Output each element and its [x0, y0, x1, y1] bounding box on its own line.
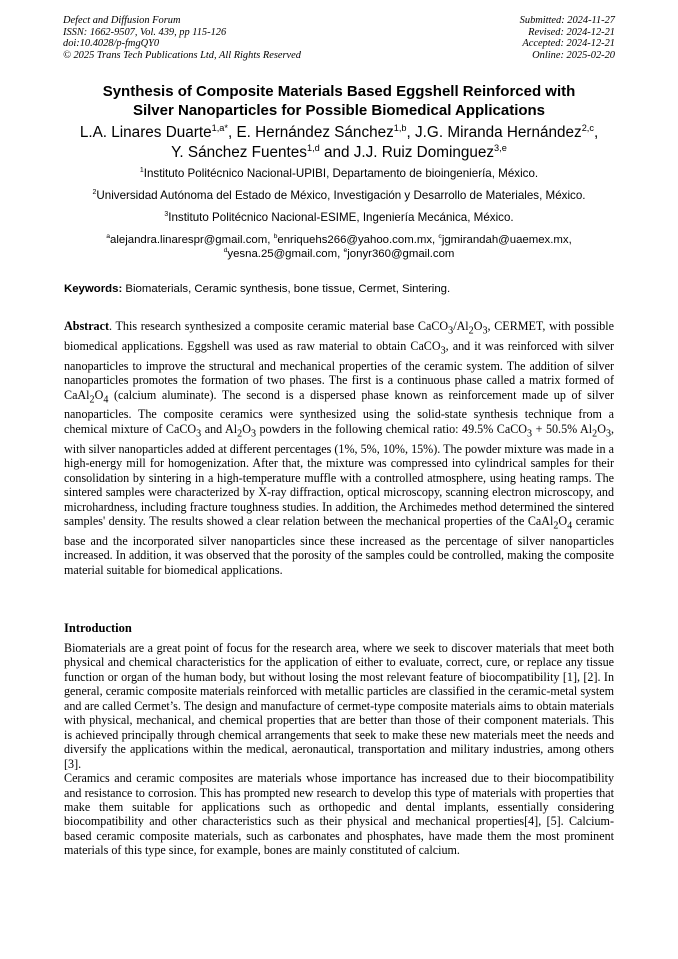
keywords: [64, 282, 616, 296]
author-5: J.J. Ruiz Dominguez: [353, 144, 495, 161]
subscript: 2: [468, 325, 474, 337]
journal-doi: doi:10.4028/p-fmgQY0: [63, 38, 160, 50]
email-a[interactable]: alejandra.linarespr@gmail.com: [110, 234, 268, 246]
author-4-affiliation: 1,d: [306, 142, 320, 153]
date-accepted: Accepted: 2024-12-21: [522, 38, 615, 50]
abstract-text: and Al: [201, 421, 238, 436]
email-a-mark: a: [106, 233, 111, 241]
author-5-affiliation: 3,e: [494, 142, 507, 153]
affiliation-1-number: 1: [139, 167, 144, 175]
abstract-text: ceramic base and the incorporated silver nanoparticles since these increased as the percentage of silver nanoparticles increased. In addition, it was observed that the porosity of the samples could be controlled, making the composite material suitable for biomedical applications.: [64, 514, 614, 577]
email-c-mark: c: [438, 233, 442, 241]
introduction-body: [64, 641, 614, 858]
journal-copyright: © 2025 Trans Tech Publications Ltd, All Rights Reserved: [63, 49, 301, 61]
abstract-text: , CERMET, with possible biomedical applications. Eggshell was used as raw material to obtain CaCO: [64, 319, 614, 353]
abstract-text: O: [558, 514, 568, 529]
subscript: 2: [237, 428, 243, 440]
subscript: 3: [196, 428, 202, 440]
introduction-paragraph-1: Biomaterials are a great point of focus for the research area, where we seek to discover materials that meet both physical and chemical characteristics for the application of either to evaluate, correct, cure, or replace any tissue function or organ of the human body, but without losing the most relevant feature of biocompatibility [1], [2]. In general, ceramic composite materials reinforced with metallic particles are classified in the ceramic-metal system and are called Cermet’s. The design and manufacture of cermet-type composite materials aims to obtain materials with physical, mechanical, and chemical properties that are better than those of their component materials. This is achieved principally through chemical arrangements that seek to make these new materials meet the needs and diversify the applications within the medical, aeronautical, transportation and military industries, among others [3].: [64, 641, 614, 771]
keywords-label: Keywords:: [64, 283, 123, 295]
affiliation-3-number: 3: [164, 211, 169, 219]
date-online: Online: 2025-02-20: [532, 49, 615, 61]
subscript: 2: [592, 428, 598, 440]
abstract-text: O: [473, 319, 483, 333]
author-1-affiliation: 1,a*: [211, 122, 228, 133]
abstract-text: /Al: [453, 319, 469, 333]
author-list: [40, 123, 638, 163]
author-3: J.G. Miranda Hernández: [415, 124, 582, 141]
affiliation-3: [40, 211, 638, 225]
subscript: 3: [250, 428, 256, 440]
affiliation-3-text: Instituto Politécnico Nacional-ESIME, Ingeniería Mecánica, México.: [168, 211, 514, 224]
authors-line-2: Y. Sánchez Fuentes$^{1,d}$ and J.J. Ruiz Dominguez$^{3,e}$: [171, 142, 507, 161]
email-e[interactable]: jonyr360@gmail.com: [347, 248, 455, 260]
email-d-mark: d: [223, 247, 228, 255]
abstract-text: + 50.5% Al: [532, 421, 593, 436]
subscript: 3: [605, 428, 611, 440]
affiliation-2: [40, 189, 638, 203]
affiliation-1: [40, 167, 638, 181]
email-e-mark: e: [343, 247, 348, 255]
title-line-2: Silver Nanoparticles for Possible Biomedical Applications: [132, 102, 546, 119]
affiliation-1-text: Instituto Politécnico Nacional-UPIBI, Departamento de bioingeniería, México.: [143, 167, 539, 180]
authors-line-1: L.A. Linares Duarte$^{1,a*}$, E. Hernández Sánchez$^{1,b}$, J.G. Miranda Hernández$^{2,c}$,: [79, 122, 599, 141]
subscript: 3: [482, 325, 488, 337]
subscript: 3: [440, 345, 446, 357]
email-b[interactable]: enriquehs266@yahoo.com.mx: [277, 234, 433, 246]
subscript: 3: [527, 428, 533, 440]
abstract-text: . This research synthesized a composite ceramic material base CaCO: [109, 319, 449, 333]
abstract: [64, 319, 614, 577]
section-heading-introduction: Introduction: [64, 621, 132, 635]
publication-dates: [520, 15, 615, 61]
author-4: Y. Sánchez Fuentes: [171, 144, 307, 161]
subscript: 4: [567, 520, 573, 532]
paper-title: [40, 82, 638, 120]
email-d[interactable]: yesna.25@gmail.com: [227, 248, 338, 260]
subscript: 3: [448, 325, 454, 337]
affiliation-2-text: Universidad Autónoma del Estado de México, Investigación y Desarrollo de Materiales, México.: [96, 189, 586, 202]
introduction-paragraph-2: Ceramics and ceramic composites are materials whose importance has increased due to their biocompatibility and resistance to corrosion. This has prompted new research to develop this type of materials with properties that make them suitable for applications such as orthopedic and dental implants, essentially considering biocompatibility and other characteristics such as their physical and mechanical properties[4], [5]. Calcium-based ceramic composite materials, such as carbonates and phosphates, have made them the most prominent materials of this type since, for example, bones are mainly constituted of calcium.: [64, 771, 614, 858]
subscript: 4: [103, 394, 109, 406]
author-2: E. Hernández Sánchez: [236, 124, 394, 141]
affiliation-2-number: 2: [92, 189, 97, 197]
abstract-text: O: [242, 421, 251, 436]
emails-line-2: $^d$yesna.25@gmail.com, $^e$jonyr360@gmail.com: [223, 247, 455, 260]
abstract-text: powders in the following chemical ratio: 49.5% CaCO: [255, 421, 528, 436]
emails-line-1: $^a$alejandra.linarespr@gmail.com, $^b$enriquehs266@yahoo.com.mx, $^c$jgmirandah@uaemex.mx,: [106, 233, 572, 246]
subscript: 2: [89, 394, 95, 406]
abstract-text: , and it was reinforced with silver nanoparticles to improve the structural and mechanical properties of the ceramic system. The addition of silver nanoparticles promotes the formation of two phases. The first is a continuous phase called a matrix formed of CaAl: [64, 338, 614, 402]
journal-name: Defect and Diffusion Forum: [63, 15, 181, 26]
abstract-label: Abstract: [64, 319, 110, 333]
journal-issn: ISSN: 1662-9507, Vol. 439, pp 115-126: [63, 26, 227, 38]
keywords-text: Biomaterials, Ceramic synthesis, bone tissue, Cermet, Sintering.: [125, 283, 451, 295]
subscript: 2: [553, 520, 559, 532]
email-c[interactable]: jgmirandah@uaemex.mx: [441, 234, 569, 246]
date-revised: Revised: 2024-12-21: [528, 26, 615, 38]
abstract-text: (calcium aluminate). The second is a dispersed phase known as reinforcement made up of silver nanoparticles. The composite ceramics were synthesized using the solid-state synthesis technique from a chemical mixture of CaCO: [64, 387, 614, 436]
author-2-affiliation: 1,b: [393, 122, 407, 133]
abstract-text: , with silver nanoparticles added at different percentages (1%, 5%, 10%, 15%). The powder mixture was made in a high-energy mill for homogenization. After that, the mixture was compressed into cylindrical samples for their consolidation by sintering in a high-temperature muffle with a controlled atmosphere, using heating ramps. The sintered samples were characterized by X-ray diffraction, optical microscopy, scanning electron microscopy, and microhardness, including fracture toughness studies. In addition, the Archimedes method determined the sintered samples' density. The results showed a clear relation between the mechanical properties of the CaAl: [64, 421, 615, 529]
title-line-1: Synthesis of Composite Materials Based Eggshell Reinforced with: [102, 83, 576, 100]
email-b-mark: b: [273, 233, 278, 241]
author-1: L.A. Linares Duarte: [79, 124, 212, 141]
abstract-text: O: [94, 387, 104, 402]
journal-info: [63, 15, 301, 61]
author-3-affiliation: 2,c: [581, 122, 594, 133]
author-emails: [40, 233, 638, 261]
date-submitted: Submitted: 2024-11-27: [519, 15, 615, 26]
abstract-text: O: [597, 421, 606, 436]
